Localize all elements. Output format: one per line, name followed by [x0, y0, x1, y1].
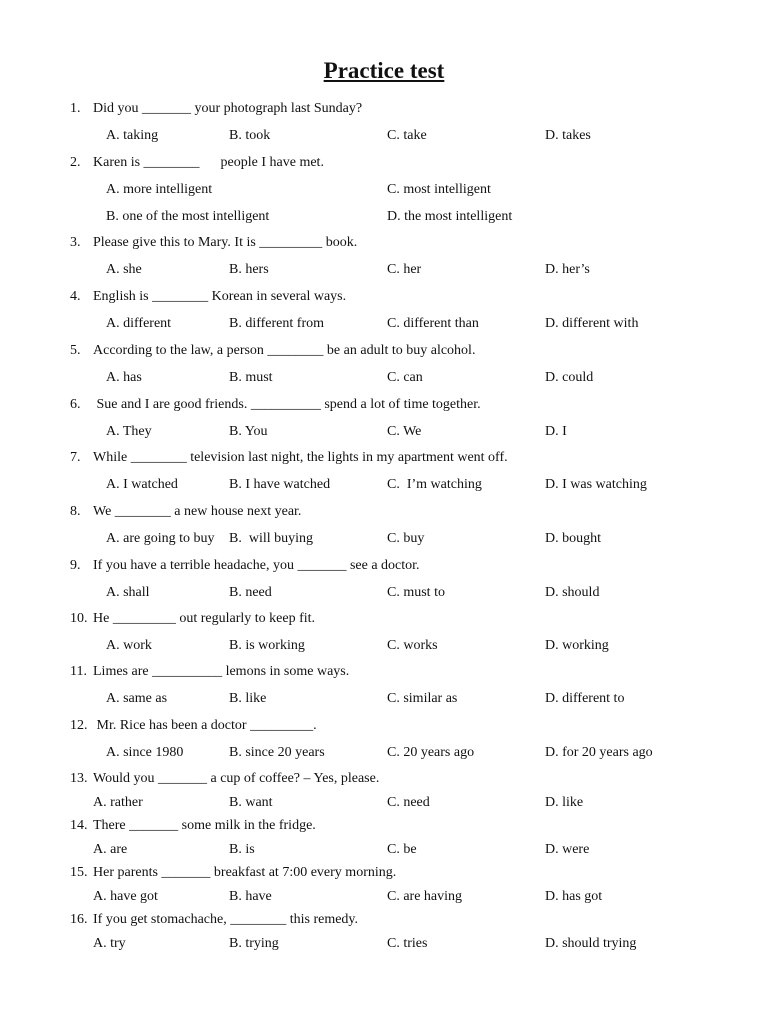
answer-option[interactable]: A. shall	[106, 585, 150, 600]
answer-option[interactable]: C. similar as	[387, 691, 458, 706]
question-number: 14.	[70, 818, 88, 833]
answer-option[interactable]: B. one of the most intelligent	[106, 209, 270, 224]
answer-option[interactable]: A. taking	[106, 128, 159, 143]
question-line	[0, 910, 768, 930]
answer-option[interactable]: C. most intelligent	[387, 182, 491, 197]
options-row	[0, 793, 768, 813]
answer-option[interactable]: C. We	[387, 424, 422, 439]
answer-option[interactable]: D. has got	[545, 889, 603, 904]
answer-option[interactable]: B. must	[229, 370, 273, 385]
options-row	[0, 583, 768, 603]
question-number: 7.	[70, 450, 81, 465]
answer-option[interactable]: C. works	[387, 638, 438, 653]
question-text: There _______ some milk in the fridge.	[93, 818, 316, 833]
answer-option[interactable]: B. took	[229, 128, 271, 143]
question-number: 10.	[70, 611, 88, 626]
question-number: 13.	[70, 771, 88, 786]
answer-option[interactable]: C. are having	[387, 889, 463, 904]
answer-option[interactable]: C. her	[387, 262, 422, 277]
answer-option[interactable]: B. need	[229, 585, 272, 600]
question-number: 2.	[70, 155, 81, 170]
question-text: Karen is ________ people I have met.	[93, 155, 324, 170]
answer-option[interactable]: D. I was watching	[545, 477, 647, 492]
question-text: If you have a terrible headache, you _______ see a doctor.	[93, 558, 420, 573]
answer-option[interactable]: D. should trying	[545, 936, 637, 951]
question-line	[0, 341, 768, 361]
question-number: 15.	[70, 865, 88, 880]
answer-option[interactable]: C. need	[387, 795, 430, 810]
question-text: Sue and I are good friends. __________ spend a lot of time together.	[93, 397, 481, 412]
answer-option[interactable]: C. be	[387, 842, 417, 857]
question-number: 16.	[70, 912, 88, 927]
answer-option[interactable]: B. have	[229, 889, 272, 904]
options-row	[0, 743, 768, 763]
question-text: Limes are __________ lemons in some ways.	[93, 664, 350, 679]
answer-option[interactable]: B. like	[229, 691, 267, 706]
options-row	[0, 529, 768, 549]
options-row	[0, 934, 768, 954]
answer-option[interactable]: C. different than	[387, 316, 479, 331]
answer-option[interactable]: D. her’s	[545, 262, 590, 277]
answer-option[interactable]: D. takes	[545, 128, 591, 143]
question-text: If you get stomachache, ________ this remedy.	[93, 912, 359, 927]
options-row	[0, 126, 768, 146]
answer-option[interactable]: B. I have watched	[229, 477, 331, 492]
question-text: Did you _______ your photograph last Sunday?	[93, 101, 363, 116]
answer-option[interactable]: D. I	[545, 424, 567, 439]
answer-option[interactable]: D. were	[545, 842, 590, 857]
question-line	[0, 769, 768, 789]
answer-option[interactable]: A. have got	[93, 889, 158, 904]
question-line	[0, 99, 768, 119]
answer-option[interactable]: D. working	[545, 638, 609, 653]
question-line	[0, 287, 768, 307]
answer-option[interactable]: D. bought	[545, 531, 601, 546]
answer-option[interactable]: A. more intelligent	[106, 182, 213, 197]
question-line	[0, 716, 768, 736]
question-number: 6.	[70, 397, 81, 412]
question-line	[0, 863, 768, 883]
answer-option[interactable]: B. different from	[229, 316, 324, 331]
options-row	[0, 260, 768, 280]
question-line	[0, 609, 768, 629]
question-text: While ________ television last night, the lights in my apartment went off.	[93, 450, 508, 465]
question-line	[0, 556, 768, 576]
question-text: According to the law, a person ________ be an adult to buy alcohol.	[93, 343, 476, 358]
options-row	[0, 422, 768, 442]
options-row	[0, 636, 768, 656]
question-number: 4.	[70, 289, 81, 304]
answer-option[interactable]: C. must to	[387, 585, 445, 600]
options-row	[0, 314, 768, 334]
answer-option[interactable]: D. different to	[545, 691, 625, 706]
answer-option[interactable]: D. different with	[545, 316, 639, 331]
question-number: 8.	[70, 504, 81, 519]
answer-option[interactable]: A. different	[106, 316, 172, 331]
question-number: 5.	[70, 343, 81, 358]
options-row	[0, 180, 768, 200]
answer-option[interactable]: C. buy	[387, 531, 425, 546]
options-row	[0, 207, 768, 227]
answer-option[interactable]: D. should	[545, 585, 600, 600]
question-number: 3.	[70, 235, 81, 250]
page-title: Practice test	[323, 58, 445, 83]
answer-option[interactable]: A. has	[106, 370, 142, 385]
answer-option[interactable]: C. can	[387, 370, 423, 385]
question-line	[0, 233, 768, 253]
answer-option[interactable]: A. are going to buy	[106, 531, 215, 546]
answer-option[interactable]: A. same as	[106, 691, 168, 706]
answer-option[interactable]: A. rather	[93, 795, 143, 810]
answer-option[interactable]: A. try	[93, 936, 126, 951]
question-number: 12.	[70, 718, 88, 733]
question-text: Please give this to Mary. It is _________ book.	[93, 235, 358, 250]
question-line	[0, 502, 768, 522]
answer-option[interactable]: D. the most intelligent	[387, 209, 513, 224]
answer-option[interactable]: A. They	[106, 424, 152, 439]
answer-option[interactable]: B. You	[229, 424, 268, 439]
question-line	[0, 395, 768, 415]
answer-option[interactable]: D. for 20 years ago	[545, 745, 653, 760]
question-line	[0, 153, 768, 173]
question-number: 9.	[70, 558, 81, 573]
answer-option[interactable]: A. are	[93, 842, 128, 857]
question-line	[0, 816, 768, 836]
answer-option[interactable]: D. like	[545, 795, 584, 810]
options-row	[0, 368, 768, 388]
answer-option[interactable]: B. will buying	[229, 531, 314, 546]
question-number: 1.	[70, 101, 81, 116]
answer-option[interactable]: B. since 20 years	[229, 745, 325, 760]
question-number: 11.	[70, 664, 87, 679]
answer-option[interactable]: B. want	[229, 795, 273, 810]
question-text: Mr. Rice has been a doctor _________.	[93, 718, 317, 733]
question-text: Her parents _______ breakfast at 7:00 every morning.	[93, 865, 397, 880]
answer-option[interactable]: B. is	[229, 842, 255, 857]
options-row	[0, 840, 768, 860]
answer-option[interactable]: B. hers	[229, 262, 269, 277]
answer-option[interactable]: A. work	[106, 638, 152, 653]
question-line	[0, 662, 768, 682]
question-line	[0, 448, 768, 468]
options-row	[0, 887, 768, 907]
answer-option[interactable]: B. is working	[229, 638, 305, 653]
answer-option[interactable]: A. since 1980	[106, 745, 184, 760]
question-text: Would you _______ a cup of coffee? – Yes, please.	[93, 771, 380, 786]
answer-option[interactable]: C. tries	[387, 936, 428, 951]
answer-option[interactable]: D. could	[545, 370, 594, 385]
question-text: He _________ out regularly to keep fit.	[93, 611, 316, 626]
question-text: English is ________ Korean in several ways.	[93, 289, 347, 304]
answer-option[interactable]: B. trying	[229, 936, 279, 951]
options-row	[0, 689, 768, 709]
question-text: We ________ a new house next year.	[93, 504, 302, 519]
options-row	[0, 475, 768, 495]
answer-option[interactable]: C. take	[387, 128, 427, 143]
answer-option[interactable]: C. 20 years ago	[387, 745, 475, 760]
answer-option[interactable]: A. I watched	[106, 477, 178, 492]
answer-option[interactable]: C. I’m watching	[387, 477, 482, 492]
answer-option[interactable]: A. she	[106, 262, 142, 277]
